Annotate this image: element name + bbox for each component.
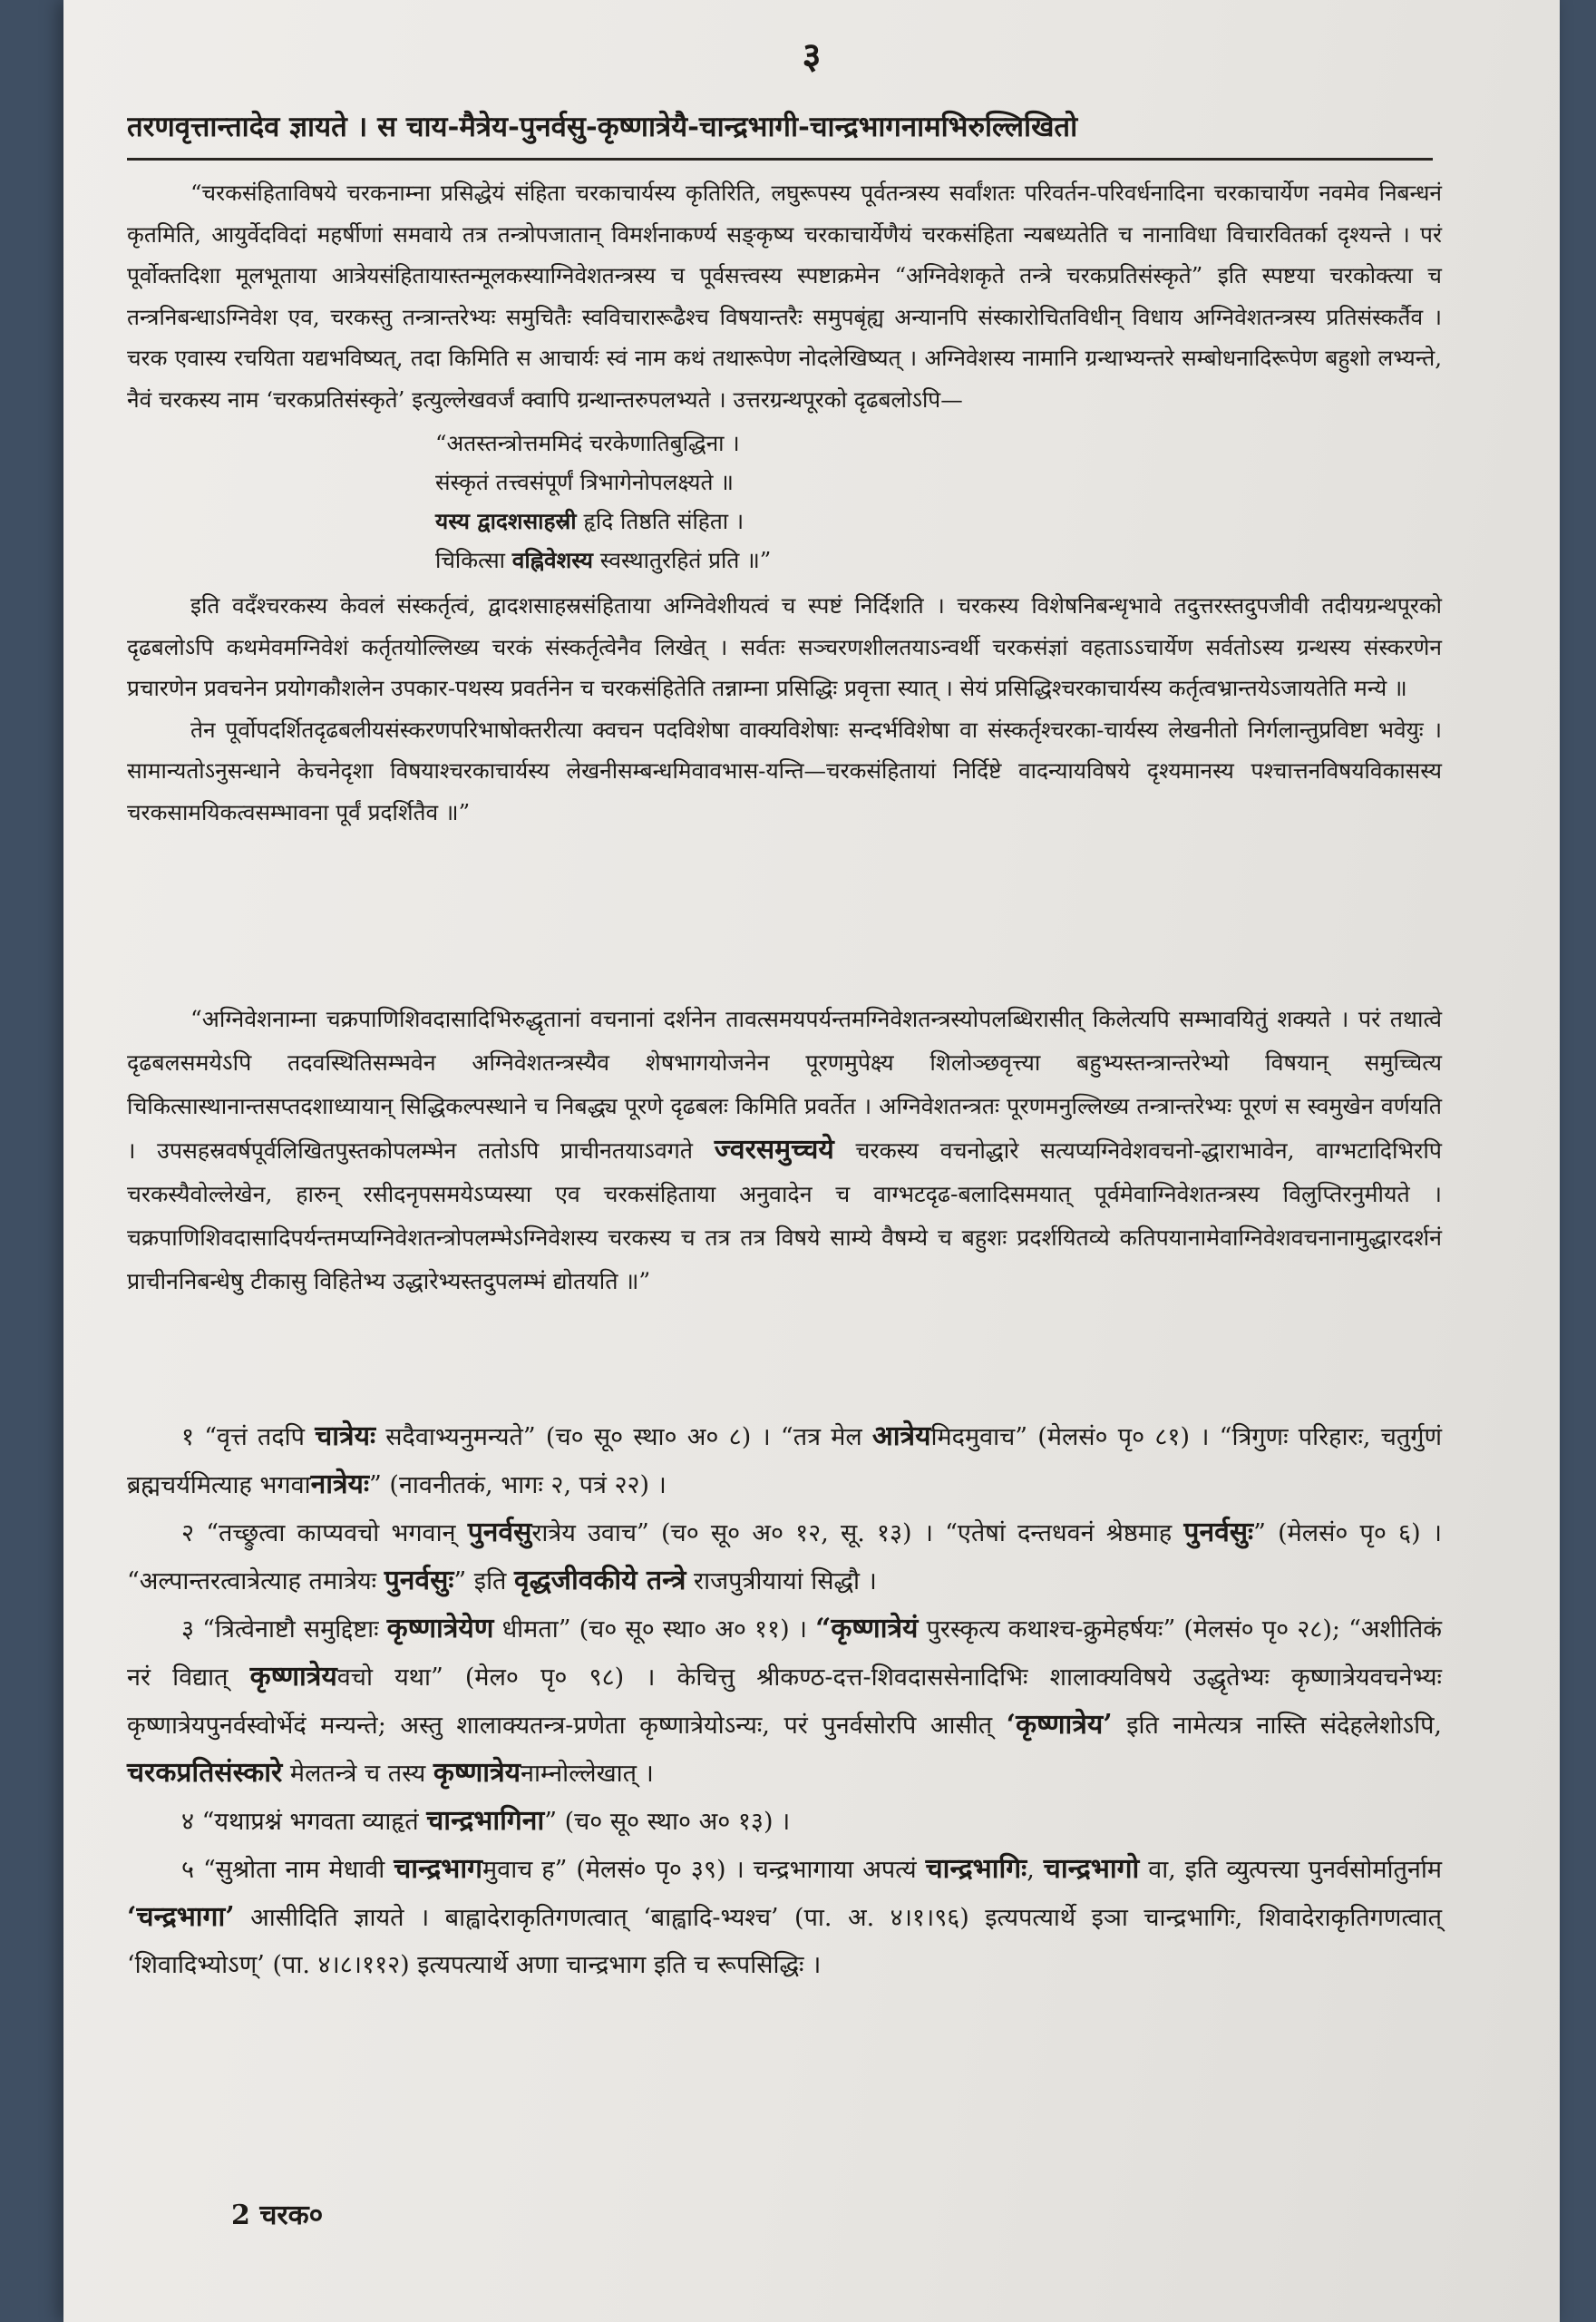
fn3-d: “कृष्णात्रेयं <box>815 1613 919 1644</box>
fn1-d: आत्रेय <box>871 1420 931 1452</box>
footnote-3 <box>127 1605 1442 1798</box>
fn3-k: मेलतन्त्रे च तस्य <box>282 1760 433 1788</box>
footnote-5 <box>127 1846 1442 1989</box>
p4-text-b: चरकस्य वचनोद्धारे सत्यप्यग्निवेशवचनो-द्धाराभावेन, वाग्भटादिभिरपि चरकस्यैवोल्लेखेन, हारुन् रसीदनृपसमयेऽप्यस्या एव चरकसंहिताया अनुवादेन च वाग्भटदृढ-बलादिसमयात् पूर्वमेवाग्निवेशतन्त्रस्य विलुप्तिरनुमीयते । चक्रपाणिशिवदासादिपर्यन्तमप्यग्निवेशतन्त्रोपलम्भेऽग्निवेशस्य चरकस्य च तत्र तत्र विषये साम्ये वैषम्ये च बहुशः प्रदर्शयितव्ये कतिपयानामेवाग्निवेशवचनानामुद्धारदर्शनं प्राचीननिबन्धेषु टीकासु विहितेभ्य उद्धारेभ्यस्तदुपलम्भं द्योतयति ॥” <box>127 1137 1442 1294</box>
quoted-passage <box>127 172 1442 833</box>
fn3-h: ‘कृष्णात्रेय’ <box>1006 1709 1113 1741</box>
book-page <box>63 0 1560 2322</box>
fn1-b: चात्रेयः <box>315 1420 376 1452</box>
verse-block <box>435 424 1442 580</box>
fn3-l: कृष्णात्रेय <box>433 1757 521 1789</box>
fn2-g: ” इति <box>453 1567 515 1595</box>
fn4-b: चान्द्रभागिना <box>426 1805 545 1837</box>
p4-bold: ज्वरसमुच्चये <box>714 1134 834 1166</box>
fn5-c: मुवाच ह” (मेलसं० पृ० ३९) । चन्द्रभागाया अपत्यं <box>482 1856 926 1884</box>
fn5-g: वा, इति व्युत्पत्त्या पुनर्वसोर्मातुर्नाम <box>1139 1856 1443 1884</box>
fn3-a: ३ “त्रित्वेनाष्टौ समुद्दिष्टाः <box>181 1615 387 1644</box>
fn2-a: २ “तच्छ्रुत्वा काप्यवचो भगवान् <box>181 1519 468 1547</box>
page-number: ३ <box>802 34 822 77</box>
fn1-e: मिदमुवाच” (मेलसं० पृ० ८१) । “त्रिगुणः परिहारः, चतुर्गुणं ब्रह्मचर्यमित्याह भगवा <box>127 1423 1442 1499</box>
p4-text-a: “अग्निवेशनाम्ना चक्रपाणिशिवदासादिभिरुद्धृतानां वचनानां दर्शनेन तावत्समयपर्यन्तमग्निवेशतन्त्रस्योपलब्धिरासीत् किलेत्यपि सम्भावयितुं शक्यते । परं तथात्वे दृढबलसमयेऽपि तदवस्थितिसम्भवेन अग्निवेशतन्त्रस्यैव शेषभागयोजनेन पूरणमुपेक्ष्य शिलोञ्छवृत्त्या बहुभ्यस्तन्त्रान्तरेभ्यो विषयान् समुच्चित्य चिकित्सास्थानान्तसप्तदशाध्यायान् सिद्धिकल्पस्थाने च निबद्ध्य पूरणे दृढबलः किमिति प्रवर्तेत । अग्निवेशतन्त्रतः पूरणमनुल्लिख्य तन्त्रान्तरेभ्यः पूरणं स स्वमुखेन वर्णयति । उपसहस्रवर्षपूर्वलिखितपुस्तकोपलम्भेन ततोऽपि प्राचीनतयाऽवगते <box>127 1006 1442 1164</box>
verse-bold-2: वह्निवेशस्य <box>511 547 594 573</box>
fn5-f: चान्द्रभागो <box>1043 1853 1140 1885</box>
verse-line-3 <box>435 502 1442 541</box>
fn4-a: ४ “यथाप्रश्नं भगवता व्याहृतं <box>181 1808 427 1836</box>
fn1-c: सदैवाभ्यनुमन्यते” (च० सू० स्था० अ० ८) । “तत्र मेल <box>375 1423 872 1451</box>
fn5-i: आसीदिति ज्ञायते । बाह्वादेराकृतिगणत्वात् ‘बाह्वादि-भ्यश्च’ (पा. अ. ४।१।९६) इत्यपत्यार्थे इञा चान्द्रभागिः, शिवादेराकृतिगणत्वात् ‘शिवादिभ्योऽण्’ (पा. ४।८।११२) इत्यपत्यार्थे अणा चान्द्रभाग इति च रूपसिद्धिः । <box>127 1904 1442 1979</box>
verse-text-4a: चिकित्सा <box>435 547 512 573</box>
verse-line-2: संस्कृतं तत्त्वसंपूर्णं त्रिभागेनोपलक्ष्यते ॥ <box>435 469 734 495</box>
verse-text-3: हृदि तिष्ठति संहिता । <box>576 508 744 534</box>
footnote-4 <box>127 1798 1442 1846</box>
fn1-a: १ “वृत्तं तदपि <box>181 1423 316 1451</box>
fn3-f: कृष्णात्रेय <box>249 1661 337 1693</box>
fn2-d: पुनर्वसुः <box>1183 1517 1254 1548</box>
fn5-h: ‘चन्द्रभागा’ <box>127 1901 235 1933</box>
fn5-a: ५ “सुश्रोता नाम मेधावी <box>181 1856 394 1884</box>
fn3-g: वचो यथा” (मेल० पृ० ९८) । केचित्तु श्रीकण्ठ-दत्त-शिवदाससेनादिभिः शालाक्यविषये उद्धृतेभ्यः कृष्णात्रेयवचनेभ्यः कृष्णात्रेयपुनर्वस्वोर्भेदं मन्यन्ते; अस्तु शालाक्यतन्त्र-प्रणेता कृष्णात्रेयोऽन्यः, परं पुनर्वसोरपि आसीत् <box>127 1663 1443 1740</box>
fn1-f: नात्रेयः <box>310 1468 370 1500</box>
fn3-j: चरकप्रतिसंस्कारे <box>127 1757 283 1789</box>
fn3-b: कृष्णात्रेयेण <box>386 1613 494 1644</box>
verse-line-1: “अतस्तन्त्रोत्तममिदं चरकेणातिबुद्धिना । <box>435 430 740 456</box>
verse-bold-1: यस्य द्वादशसाहस्री <box>435 508 577 534</box>
fn4-c: ” (च० सू० स्था० अ० १३) । <box>544 1808 791 1836</box>
fn5-b: चान्द्रभाग <box>394 1853 483 1885</box>
paragraph-2: इति वदँश्चरकस्य केवलं संस्कर्तृत्वं, द्वादशसाहस्रसंहिताया अग्निवेशीयत्वं च स्पष्टं निर्दिशति । चरकस्य विशेषनिबन्धृभावे तदुत्तरस्तदुपजीवी तदीयग्रन्थपूरको दृढबलोऽपि कथमेवमग्निवेशं कर्तृतयोल्लिख्य चरकं संस्कर्तृत्वेनैव लिखेत् । सर्वतः सञ्चरणशीलतयाऽन्वर्थी चरकसंज्ञां वहताऽऽचार्येण सर्वतोऽस्य ग्रन्थस्य संस्करणेन प्रचारणेन प्रवचनेन प्रयोगकौशलेन उपकार-पथस्य प्रवर्तनेन च चरकसंहितेति तन्नाम्ना प्रसिद्धिः प्रवृत्ता स्यात् । सेयं प्रसिद्धिश्चरकाचार्यस्य कर्तृत्वभ्रान्तयेऽजायतेति मन्ये ॥ <box>127 592 1442 701</box>
fn2-c: रात्रेय उवाच” (च० सू० अ० १२, सू. १३) । “एतेषां दन्तधवनं श्रेष्ठमाह <box>531 1519 1184 1547</box>
fn3-c: धीमता” (च० सू० स्था० अ० ११) । <box>493 1615 816 1644</box>
fn2-i: राजपुत्रीयायां सिद्धौ । <box>686 1567 877 1595</box>
signature-mark: 2 चरक० <box>231 2200 324 2231</box>
fn2-h: वृद्धजीवकीये तन्त्रे <box>514 1565 686 1596</box>
verse-line-4 <box>435 541 1442 580</box>
fn2-e: ” (मेलसं० पृ० ६) । “अल्पान्तरत्वात्रेत्याह तमात्रेयः <box>127 1519 1442 1595</box>
paragraph-1: “चरकसंहिताविषये चरकनाम्ना प्रसिद्धेयं संहिता चरकाचार्यस्य कृतिरिति, लघुरूपस्य पूर्वतन्त्रस्य सर्वांशतः परिवर्तन-परिवर्धनादिना चरकाचार्येण नवमेव निबन्धनं कृतमिति, आयुर्वेदविदां महर्षीणां समवाये तत्र तन्त्रोपजातान् विमर्शनाकर्ण्य सङ्कृष्य चरकाचार्येणैयं चरकसंहिता न्यबध्यतेति च नानाविधा विचारवितर्का दृश्यन्ते । परं पूर्वोक्तदिशा मूलभूताया आत्रेयसंहितायास्तन्मूलकस्याग्निवेशतन्त्रस्य च पूर्वसत्त्वस्य स्पष्टाक्रमेन “अग्निवेशकृते तन्त्रे चरकप्रतिसंस्कृते” इति स्पष्टया चरकोक्त्या च तन्त्रनिबन्धाऽग्निवेश एव, चरकस्तु तन्त्रान्तरेभ्यः समुचितैः स्वविचारारूढैश्च विषयान्तरैः समुपबृंह्य अन्यानपि संस्कारोचितविधीन् विधाय अग्निवेशतन्त्रस्य प्रतिसंस्कर्तैव । चरक एवास्य रचयिता यद्यभविष्यत्, तदा किमिति स आचार्यः स्वं नाम कथं तथारूपेण नोदलेखिष्यत् । अग्निवेशस्य नामानि ग्रन्थाभ्यन्तरे सम्बोधनादिरूपेण बहुशो लभ्यन्ते, नैवं चरकस्य नाम ‘चरकप्रतिसंस्कृते’ इत्युल्लेखवर्जं क्वापि ग्रन्थान्तरुपलभ्यते । उत्तरग्रन्थपूरको दृढबलोऽपि— <box>127 180 1442 413</box>
fn1-g: ” (नावनीतकं, भागः २, पत्रं २२) । <box>369 1471 667 1499</box>
footnotes <box>127 1413 1442 1989</box>
paragraph-3: तेन पूर्वोपदर्शितदृढबलीयसंस्करणपरिभाषोक्तरीत्या क्वचन पदविशेषा वाक्यविशेषाः सन्दर्भविशेषा वा संस्कर्तृश्चरका-चार्यस्य लेखनीतो निर्गलान्तुप्रविष्टा भवेयुः । सामान्यतोऽनुसन्धाने केचनेदृशा विषयाश्चरकाचार्यस्य लेखनीसम्बन्धमिवावभास-यन्ति—चरकसंहितायां निर्दिष्टे वादन्यायविषये दृश्यमानस्य पश्चात्तनविषयविकासस्य चरकसामयिकत्वसम्भावना पूर्वं प्रदर्शितैव ॥” <box>127 716 1442 825</box>
verse-text-4b: स्वस्थातुरहितं प्रति ॥” <box>593 547 772 573</box>
paragraph-4 <box>127 998 1442 1303</box>
second-passage <box>127 998 1442 1303</box>
fn2-b: पुनर्वसु <box>467 1517 532 1548</box>
footnote-2 <box>127 1509 1442 1605</box>
footnote-1 <box>127 1413 1442 1509</box>
header-line: तरणवृत्तान्तादेव ज्ञायते । स चाय-मैत्रेय-पुनर्वसु-कृष्णात्रेयै-चान्द्रभागी-चान्द्रभागनामभिरुल्लिखितो <box>127 107 1433 161</box>
fn5-d: चान्द्रभागिः <box>925 1853 1027 1885</box>
fn2-f: पुनर्वसुः <box>384 1565 454 1596</box>
fn3-m: नाम्नोल्लेखात् । <box>521 1760 654 1788</box>
fn3-e: पुरस्कृत्य कथाश्च-क्रुमेहर्षयः” (मेलसं० पृ० २८); “अशीतिकं नरं विद्यात् <box>127 1615 1442 1692</box>
fn5-e: , <box>1027 1856 1044 1884</box>
fn3-i: इति नामेत्यत्र नास्ति संदेहलेशोऽपि, <box>1112 1712 1442 1740</box>
